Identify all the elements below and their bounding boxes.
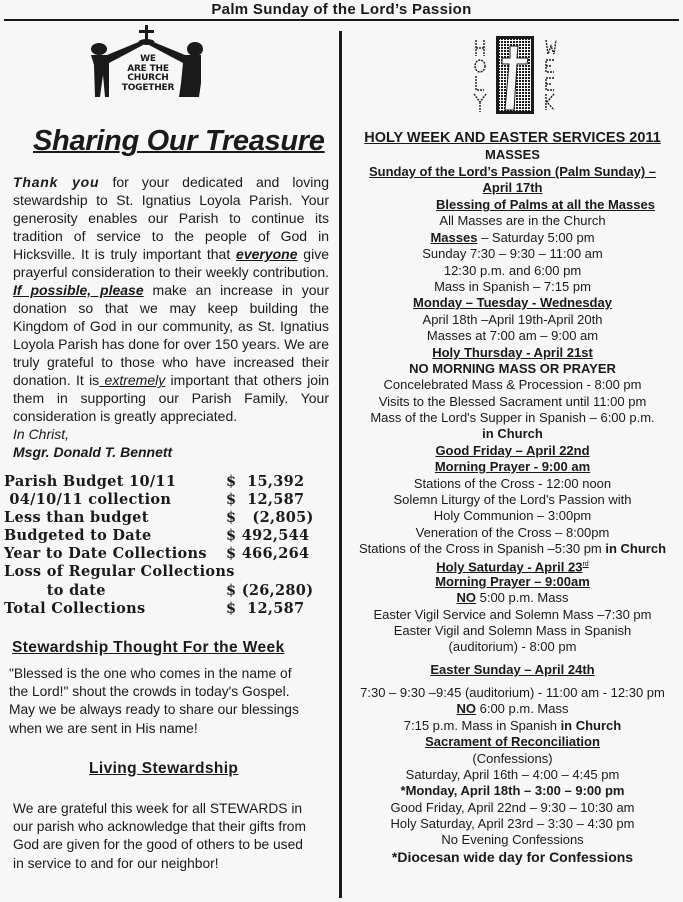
confession-saturday: Saturday, April 16th – 4:00 – 4:45 pm xyxy=(405,767,620,782)
text-line: May we be always ready to share our blessings xyxy=(9,702,299,718)
no-6pm-mass xyxy=(342,701,683,717)
stations-spanish-text: Stations of the Cross in Spanish –5:30 pm xyxy=(358,541,606,556)
budget-row xyxy=(4,491,324,509)
stations-spanish xyxy=(342,541,683,557)
diocesan-confession-day: *Diocesan wide day for Confessions xyxy=(391,849,634,865)
easter-vigil-spanish-location: (auditorium) - 8:00 pm xyxy=(448,639,577,654)
budget-label: Budgeted to Date xyxy=(4,527,152,545)
confessions-subheading: (Confessions) xyxy=(472,751,553,766)
blessing-of-palms: Blessing of Palms at all the Masses xyxy=(436,197,655,212)
header-rule xyxy=(4,19,679,21)
easter-spanish-mass xyxy=(342,718,683,734)
budget-value: $ 15,392 xyxy=(226,473,305,490)
all-masses-note: All Masses are in the Church xyxy=(439,213,606,228)
stewardship-thought-heading: Stewardship Thought For the Week xyxy=(12,639,285,656)
extremely-emphasis: extremely xyxy=(99,372,166,388)
no-morning-mass: NO MORNING MASS OR PRAYER xyxy=(409,361,616,376)
stewardship-letter xyxy=(13,173,329,461)
holy-saturday-morning-prayer: Morning Prayer – 9:00am xyxy=(435,574,590,589)
budget-value: $ 492,544 xyxy=(226,527,310,545)
logo-text-line: TOGETHER xyxy=(121,82,175,93)
budget-row xyxy=(4,527,324,545)
good-friday-heading: Good Friday – April 22nd xyxy=(435,443,590,458)
no-label: NO xyxy=(456,701,476,716)
mtw-dates: April 18th –April 19th-April 20th xyxy=(422,312,603,327)
budget-value: $ (2,805) xyxy=(226,509,314,527)
good-friday-morning-prayer: Morning Prayer - 9:00 am xyxy=(434,459,591,474)
text-line: the Lord!" shout the crowds in today's Gospel. xyxy=(9,684,290,700)
letter-text: for your dedicated and loving stewardship to St. Ignatius Loyola Parish. Your generosity enables our Parish to continue its tradition of service to the people of God in Hicksville. It is truly important that xyxy=(13,174,329,262)
reconciliation-heading: Sacrament of Reconciliation xyxy=(425,734,600,749)
living-stewardship-heading: Living Stewardship xyxy=(89,760,239,777)
text-line: our parish who acknowledge that their gifts from xyxy=(13,819,306,835)
in-church-note: in Church xyxy=(482,426,543,441)
mtw-heading: Monday – Tuesday - Wednesday xyxy=(413,295,612,310)
budget-label: Total Collections xyxy=(4,599,146,617)
sunday-masses: Sunday 7:30 – 9:30 – 11:00 am xyxy=(422,246,603,261)
text-line: God are given for the good of others to be used xyxy=(13,837,303,853)
letter-closing: In Christ, xyxy=(13,426,70,442)
holy-saturday-suffix: rd xyxy=(582,561,589,568)
budget-row xyxy=(4,600,324,618)
easter-spanish-text: 7:15 p.m. Mass in Spanish xyxy=(403,718,561,733)
sunday-masses-2: 12:30 p.m. and 6:00 pm xyxy=(443,263,582,278)
budget-value: $ (26,280) xyxy=(226,581,314,599)
holy-communion: Holy Communion – 3:00pm xyxy=(433,508,592,523)
logo-text-line: WE xyxy=(140,54,156,64)
budget-label: 04/10/11 collection xyxy=(4,491,172,509)
easter-sunday-times: 7:30 – 9:30 –9:45 (auditorium) - 11:00 am - 12:30 pm xyxy=(360,685,665,700)
budget-row xyxy=(4,582,324,600)
lords-supper-spanish: Mass of the Lord's Supper in Spanish – 6:00 p.m. xyxy=(370,410,655,425)
saturday-time: – Saturday 5:00 pm xyxy=(477,230,595,245)
masses-heading: MASSES xyxy=(485,147,540,162)
text-line: We are grateful this week for all STEWARDS in xyxy=(13,801,303,816)
text-line: "Blessed is the one who comes in the name of xyxy=(9,666,292,681)
veneration-of-cross: Veneration of the Cross – 8:00pm xyxy=(415,525,610,540)
no-6pm-text: 6:00 p.m. Mass xyxy=(476,701,569,716)
budget-label: Parish Budget 10/11 xyxy=(4,473,177,490)
stations-spanish-location: in Church xyxy=(605,541,667,556)
easter-vigil: Easter Vigil Service and Solemn Mass –7:30 pm xyxy=(373,607,652,622)
solemn-liturgy: Solemn Liturgy of the Lord's Passion with xyxy=(393,492,632,507)
logo-text-line: ARE THE xyxy=(127,63,169,74)
no-evening-confessions: No Evening Confessions xyxy=(441,832,584,847)
budget-label: Loss of Regular Collections xyxy=(4,563,235,581)
budget-label: Less than budget xyxy=(4,509,149,527)
visits-sacrament: Visits to the Blessed Sacrament until 11:00 pm xyxy=(378,394,647,409)
budget-value: $ 12,587 xyxy=(226,599,305,617)
palm-sunday-heading: Sunday of the Lord’s Passion (Palm Sunday) – xyxy=(368,164,656,179)
services-title: HOLY WEEK AND EASTER SERVICES 2011 xyxy=(364,130,661,146)
easter-sunday-heading: Easter Sunday – April 24th xyxy=(430,662,595,677)
stations-of-cross: Stations of the Cross - 12:00 noon xyxy=(413,476,612,491)
holy-thursday-heading: Holy Thursday - April 21st xyxy=(432,345,593,360)
confession-holy-saturday: Holy Saturday, April 23rd – 3:30 – 4:30 pm xyxy=(390,816,635,831)
concelebrated-mass: Concelebrated Mass & Procession - 8:00 pm xyxy=(383,377,642,392)
masses-label: Masses xyxy=(430,230,478,245)
mtw-times: Masses at 7:00 am – 9:00 am xyxy=(426,328,599,343)
everyone-emphasis: everyone xyxy=(236,246,298,262)
confession-monday: *Monday, April 18th – 3:00 – 9:00 pm xyxy=(400,783,625,798)
budget-row xyxy=(4,545,324,563)
holy-week-logo xyxy=(462,32,570,117)
easter-spanish-location: in Church xyxy=(560,718,622,733)
if-possible-emphasis: If possible, please xyxy=(13,282,144,298)
page-header-title: Palm Sunday of the Lord’s Passion xyxy=(211,1,472,18)
text-line: in service to and for our neighbor! xyxy=(13,855,219,871)
church-together-logo xyxy=(85,25,210,100)
palm-sunday-date: April 17th xyxy=(482,180,543,195)
budget-label: Year to Date Collections xyxy=(4,545,207,563)
budget-row xyxy=(4,509,324,527)
letter-text: give prayerful consideration to their weekly contribution. xyxy=(13,246,329,280)
letter-signature: Msgr. Donald T. Bennett xyxy=(13,444,173,460)
stewardship-thought-text xyxy=(9,665,299,738)
budget-value: $ 12,587 xyxy=(226,491,305,509)
budget-row xyxy=(4,473,324,491)
thank-you-emphasis: Thank you xyxy=(13,174,100,190)
logo-text-line: CHURCH xyxy=(127,73,169,83)
budget-value: $ 466,264 xyxy=(226,545,310,563)
holy-saturday-heading xyxy=(342,557,683,576)
budget-row xyxy=(4,563,324,581)
living-stewardship-text xyxy=(13,800,306,873)
no-5pm-mass xyxy=(342,590,683,606)
holy-saturday-text: Holy Saturday - April 23 xyxy=(436,559,583,575)
section-title-sharing-treasure: Sharing Our Treasure xyxy=(33,125,325,157)
spanish-mass: Mass in Spanish – 7:15 pm xyxy=(434,279,591,294)
no-label: NO xyxy=(456,590,476,605)
saturday-mass xyxy=(342,230,683,246)
text-line: when we are sent in His name! xyxy=(9,720,198,736)
budget-label: to date xyxy=(4,581,106,599)
letter-text: make an increase in your donation so that we may keep building the Kingdom of God in our community, as St. Ignatius Loyola Parish has done for over 150 years. We are truly grateful to those who have increased their donation. It is xyxy=(13,282,329,388)
easter-vigil-spanish: Easter Vigil and Solemn Mass in Spanish xyxy=(393,623,632,638)
confession-good-friday: Good Friday, April 22nd – 9:30 – 10:30 am xyxy=(390,800,635,815)
no-5pm-text: 5:00 p.m. Mass xyxy=(476,590,569,605)
budget-table xyxy=(4,473,324,618)
letter-text: important that others join them in supporting our Parish Family. Your consideration is greatly appreciated. xyxy=(13,372,329,424)
